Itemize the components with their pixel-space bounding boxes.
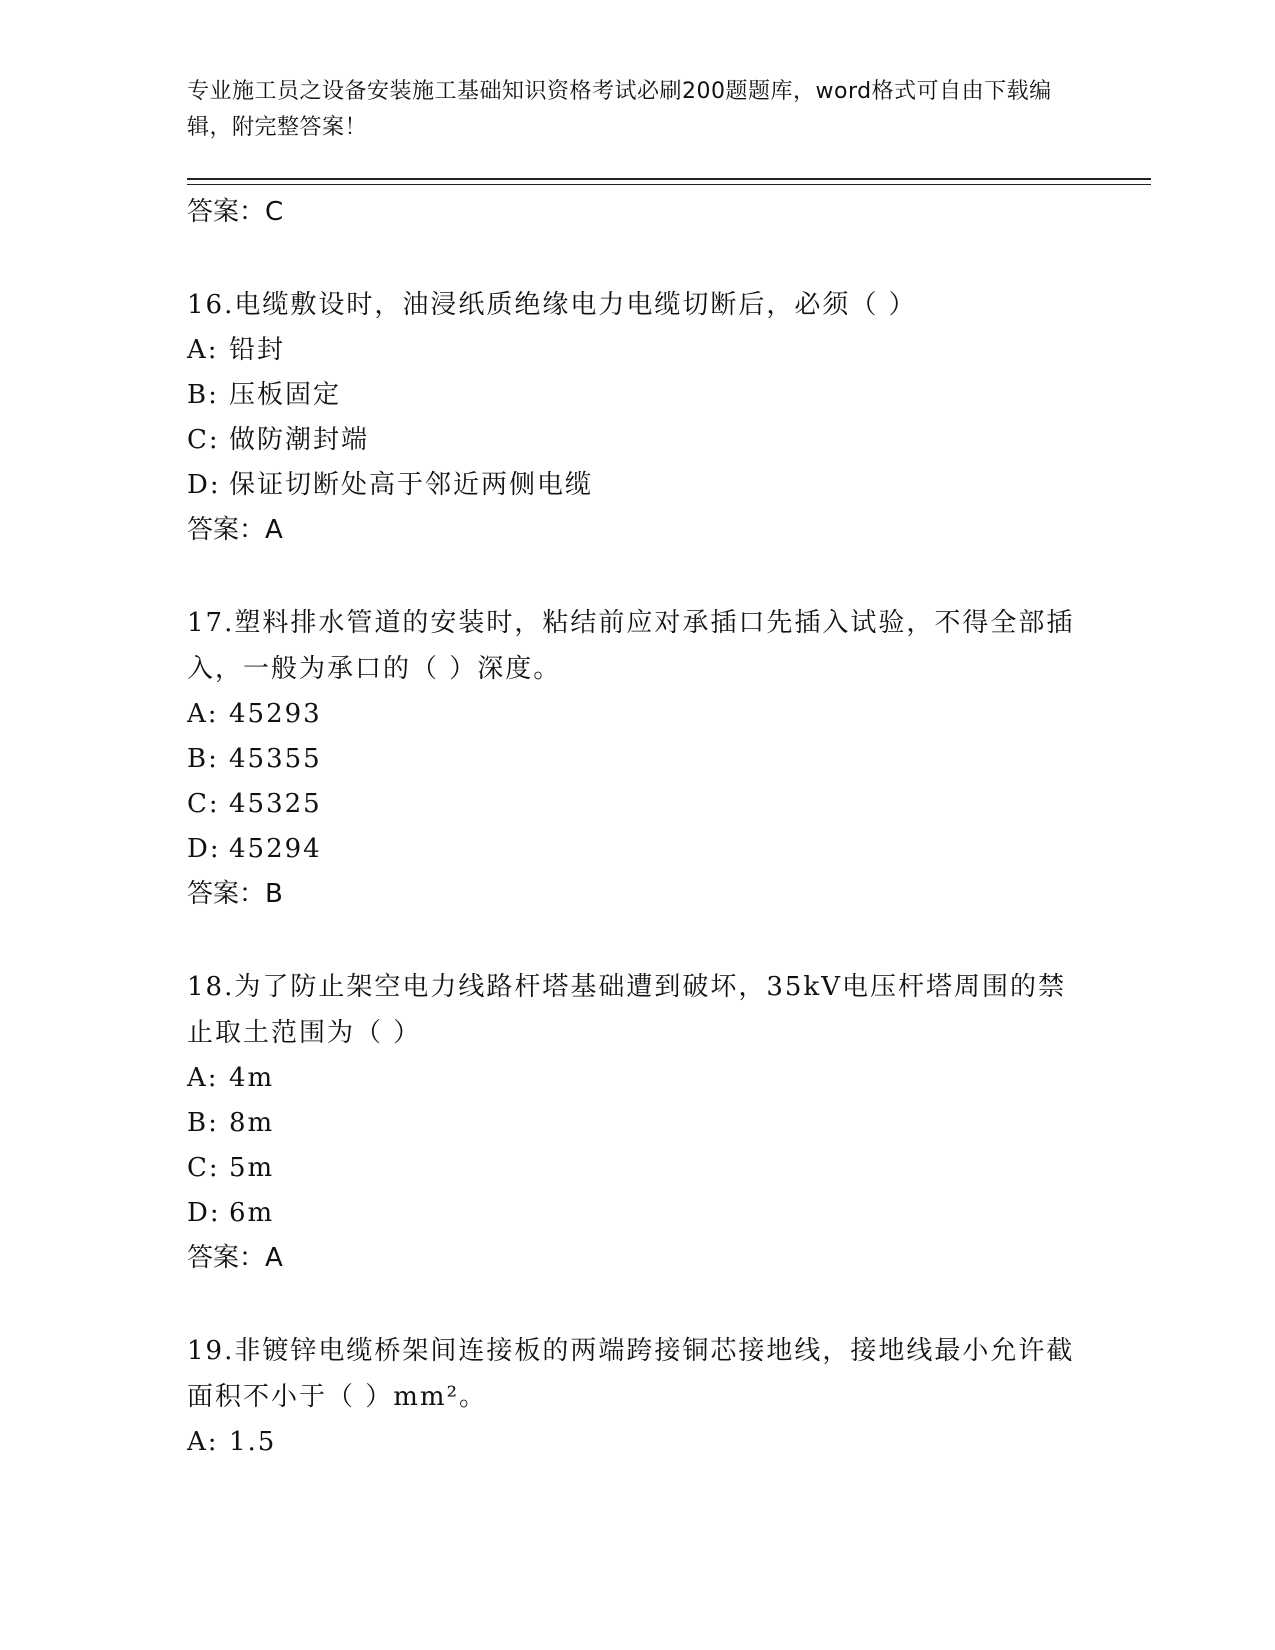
option-key: B: (187, 380, 219, 410)
option-text: 45293 (229, 699, 322, 729)
option-d (187, 1191, 1087, 1236)
question-text: 19.非镀锌电缆桥架间连接板的两端跨接铜芯接地线，接地线最小允许截面积不小于（ ）mm²。 (187, 1336, 1075, 1412)
option-c (187, 418, 1087, 463)
answer-line (187, 190, 1087, 234)
answer-line (187, 1236, 1087, 1280)
question-text: 18.为了防止架空电力线路杆塔基础遭到破坏，35kV电压杆塔周围的禁止取土范围为（ ） (187, 972, 1066, 1048)
option-b (187, 373, 1087, 418)
spacer (187, 552, 1087, 600)
question-text: 17.塑料排水管道的安装时，粘结前应对承插口先插入试验，不得全部插入，一般为承口的（ ）深度。 (187, 608, 1075, 684)
option-c (187, 1146, 1087, 1191)
answer-line (187, 508, 1087, 552)
option-key: D: (187, 834, 221, 864)
option-a (187, 1420, 1087, 1465)
option-text: 4m (229, 1063, 275, 1093)
option-text: 做防潮封端 (229, 425, 370, 455)
option-key: C: (187, 425, 220, 455)
spacer (187, 234, 1087, 282)
option-a (187, 328, 1087, 373)
option-text: 45355 (229, 744, 322, 774)
option-a (187, 1056, 1087, 1101)
page-title: 专业施工员之设备安装施工基础知识资格考试必刷200题题库，word格式可自由下载编辑，附完整答案！ (187, 79, 1052, 140)
option-text: 45325 (229, 789, 322, 819)
answer-prefix: 答案： (187, 515, 266, 545)
answer-prefix: 答案： (187, 879, 266, 909)
option-key: D: (187, 470, 221, 500)
option-a (187, 692, 1087, 737)
answer-line (187, 872, 1087, 916)
option-text: 1.5 (229, 1427, 277, 1457)
option-key: A: (187, 335, 219, 365)
question-text: 16.电缆敷设时，油浸纸质绝缘电力电缆切断后，必须（ ） (187, 290, 917, 320)
option-key: A: (187, 1427, 219, 1457)
option-text: 压板固定 (229, 380, 342, 410)
option-text: 8m (229, 1108, 275, 1138)
option-key: C: (187, 789, 220, 819)
option-b (187, 737, 1087, 782)
option-key: C: (187, 1153, 220, 1183)
answer-value: B (265, 879, 283, 909)
answer-value: A (265, 515, 283, 545)
option-d (187, 463, 1087, 508)
option-text: 5m (229, 1153, 275, 1183)
option-key: A: (187, 699, 219, 729)
answer-prefix: 答案： (187, 197, 266, 227)
option-text: 6m (229, 1198, 275, 1228)
option-b (187, 1101, 1087, 1146)
option-key: B: (187, 1108, 219, 1138)
question-list (187, 190, 1087, 1465)
option-key: A: (187, 1063, 219, 1093)
answer-value: C (265, 197, 284, 227)
answer-value: A (265, 1243, 283, 1273)
option-c (187, 782, 1087, 827)
header-divider (187, 178, 1151, 180)
spacer (187, 1280, 1087, 1328)
option-text: 45294 (229, 834, 322, 864)
option-key: D: (187, 1198, 221, 1228)
option-text: 铅封 (229, 335, 286, 365)
option-text: 保证切断处高于邻近两侧电缆 (229, 470, 594, 500)
spacer (187, 916, 1087, 964)
header-divider-thin (187, 184, 1151, 185)
answer-prefix: 答案： (187, 1243, 266, 1273)
option-d (187, 827, 1087, 872)
option-key: B: (187, 744, 219, 774)
